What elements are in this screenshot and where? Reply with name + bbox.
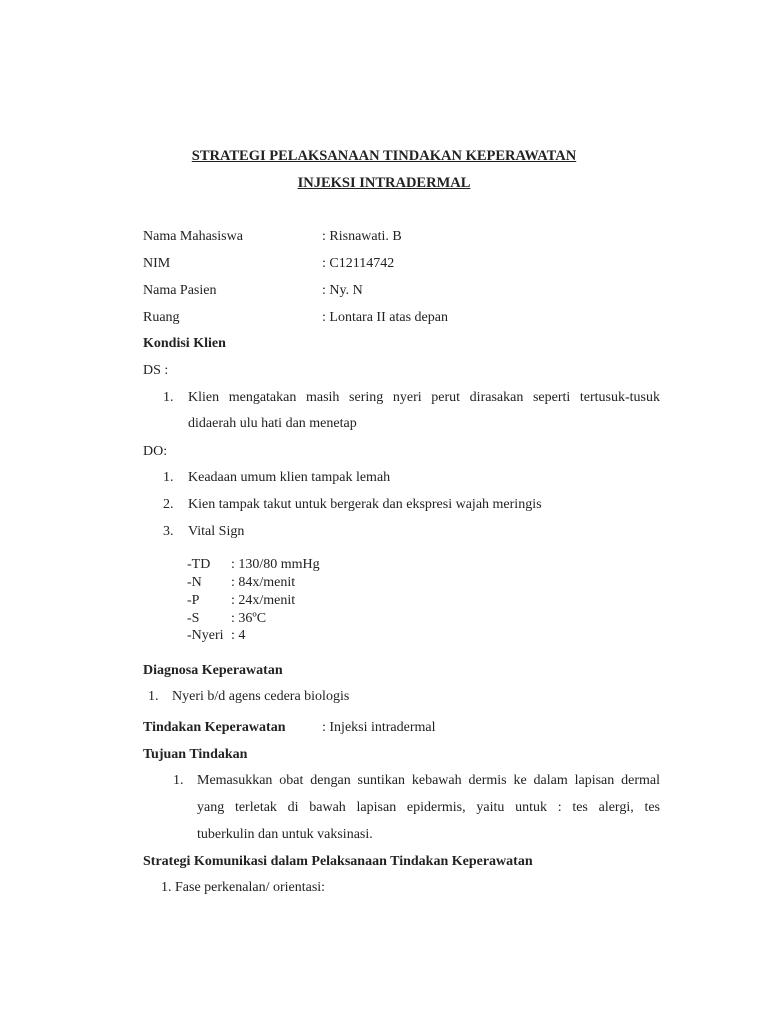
diagnosa-item-number: 1. <box>148 689 159 704</box>
identity-value-nim: : C12114742 <box>322 256 395 271</box>
vital-sign-label: -S <box>187 611 200 626</box>
identity-label-ruang: Ruang <box>143 310 180 325</box>
identity-value-nama-mahasiswa: : Risnawati. B <box>322 229 402 244</box>
diagnosa-item-text: Nyeri b/d agens cedera biologis <box>172 689 350 704</box>
ds-item-line1: Klien mengatakan masih sering nyeri perut dirasakan seperti tertusuk-tusuk <box>188 390 660 405</box>
identity-label-nama-mahasiswa: Nama Mahasiswa <box>143 229 243 244</box>
document-subtitle: INJEKSI INTRADERMAL <box>297 175 471 191</box>
tujuan-item-line3: tuberkulin dan untuk vaksinasi. <box>197 827 373 842</box>
vital-sign-label: -N <box>187 575 202 590</box>
kondisi-heading: Kondisi Klien <box>143 336 226 351</box>
vital-sign-label: -P <box>187 593 200 608</box>
vital-sign-value: : 130/80 mmHg <box>231 557 320 572</box>
do-item-text: Vital Sign <box>188 524 245 539</box>
vital-sign-value: : 24x/menit <box>231 593 296 608</box>
diagnosa-heading: Diagnosa Keperawatan <box>143 663 283 678</box>
tujuan-item-line1: Memasukkan obat dengan suntikan kebawah dermis ke dalam lapisan dermal <box>197 773 660 788</box>
tindakan-label: Tindakan Keperawatan <box>143 720 286 735</box>
identity-label-nim: NIM <box>143 256 171 271</box>
vital-sign-label: -TD <box>187 557 211 572</box>
tujuan-heading: Tujuan Tindakan <box>143 747 248 762</box>
ds-item-line2: didaerah ulu hati dan menetap <box>188 416 357 431</box>
do-item-number: 3. <box>163 524 174 539</box>
vital-sign-value: : 4 <box>231 628 246 643</box>
identity-label-nama-pasien: Nama Pasien <box>143 283 217 298</box>
ds-item-number: 1. <box>163 390 174 405</box>
identity-value-ruang: : Lontara II atas depan <box>322 310 448 325</box>
tujuan-item-number: 1. <box>173 773 184 788</box>
ds-label: DS : <box>143 363 169 378</box>
do-item-number: 2. <box>163 497 174 512</box>
do-item-text: Keadaan umum klien tampak lemah <box>188 470 391 485</box>
do-item-text: Kien tampak takut untuk bergerak dan ekspresi wajah meringis <box>188 497 542 512</box>
do-label: DO: <box>143 444 168 459</box>
document-title: STRATEGI PELAKSANAAN TINDAKAN KEPERAWATAN <box>191 148 577 164</box>
vital-sign-value: : 36ºC <box>231 611 267 626</box>
vital-sign-value: : 84x/menit <box>231 575 296 590</box>
strategi-heading: Strategi Komunikasi dalam Pelaksanaan Tindakan Keperawatan <box>143 854 533 869</box>
identity-value-nama-pasien: : Ny. N <box>322 283 363 298</box>
tindakan-value: : Injeksi intradermal <box>322 720 436 735</box>
strategi-item: 1. Fase perkenalan/ orientasi: <box>161 880 326 895</box>
vital-sign-label: -Nyeri <box>187 628 224 643</box>
do-item-number: 1. <box>163 470 174 485</box>
tujuan-item-line2: yang terletak di bawah lapisan epidermis, yaitu untuk : tes alergi, tes <box>197 800 660 815</box>
